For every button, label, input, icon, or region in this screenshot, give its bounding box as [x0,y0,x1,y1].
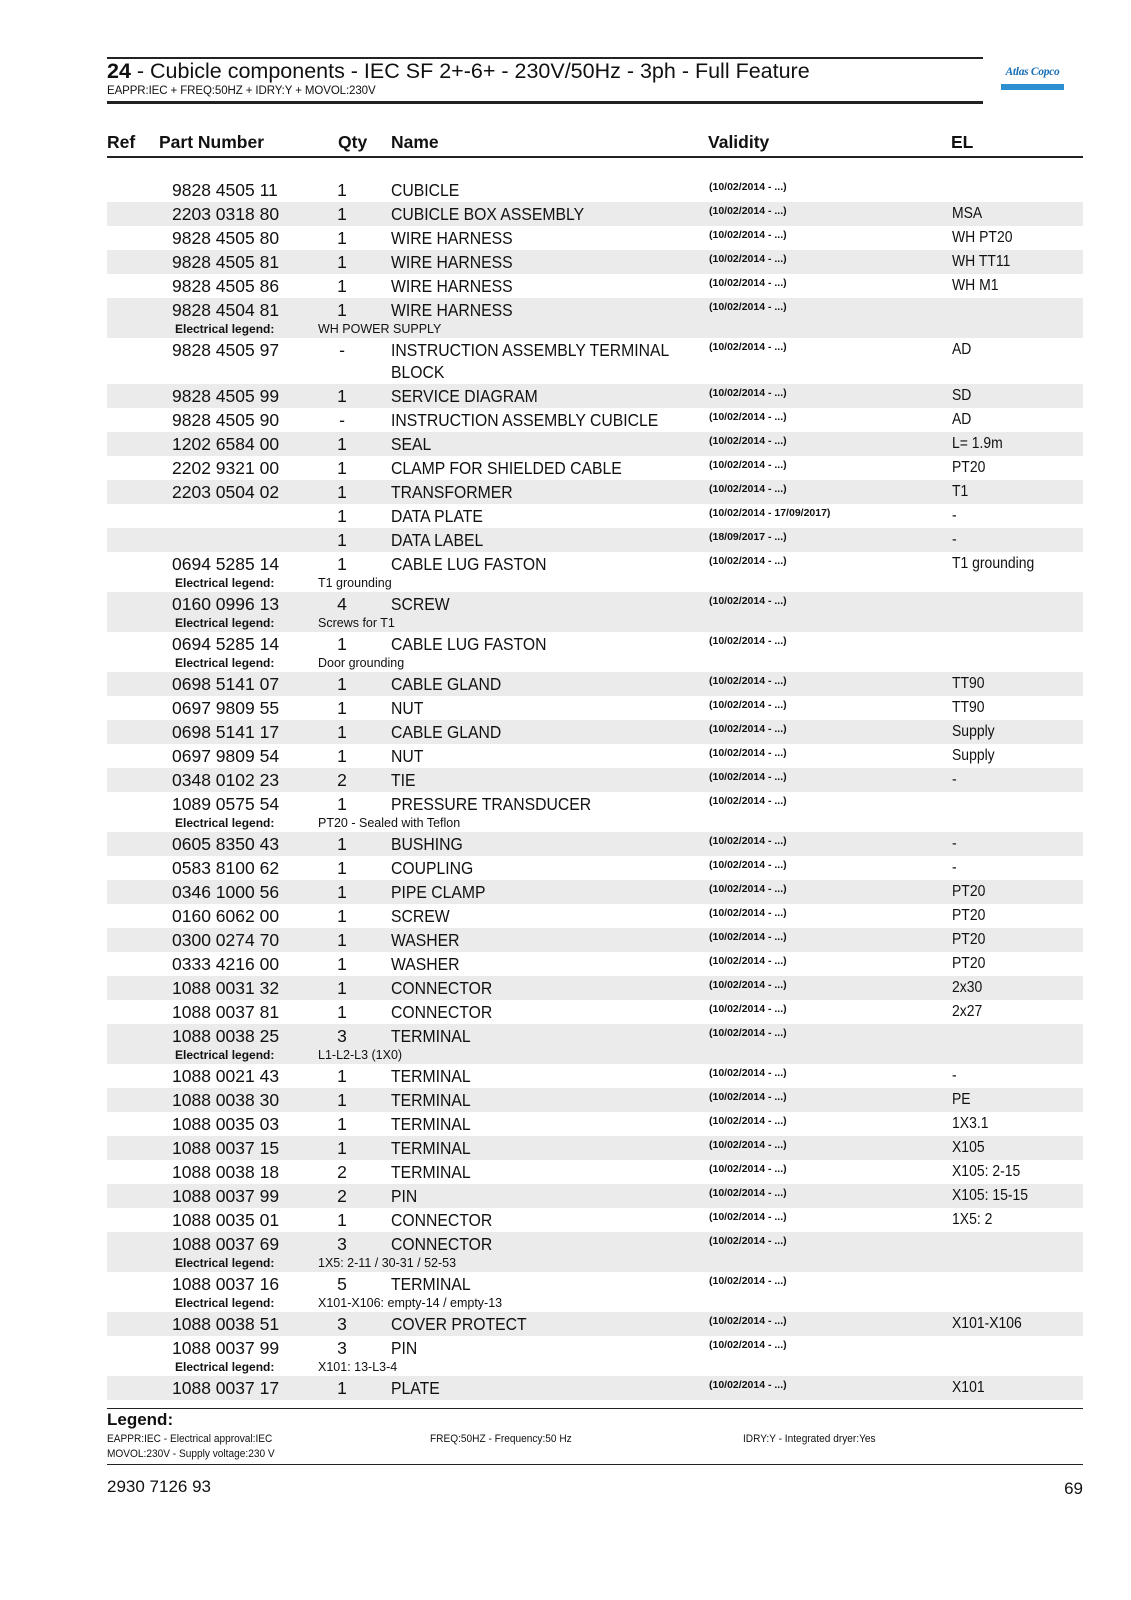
quantity: 5 [337,1274,347,1294]
table-row [107,720,1083,744]
quantity: 1 [337,1066,347,1086]
part-number: 1088 0031 32 [172,978,280,998]
quantity: 1 [337,1138,347,1158]
footer-rule [107,1464,1083,1465]
validity: (10/02/2014 - ...) [709,1379,787,1391]
column-header-ref: Ref [107,132,136,152]
table-row [107,202,1083,226]
part-name: COUPLING [391,858,474,878]
part-number: 0694 5285 14 [172,554,280,574]
validity: (10/02/2014 - ...) [709,435,787,447]
part-number: 1088 0038 30 [172,1090,280,1110]
validity: (10/02/2014 - 17/09/2017) [709,507,831,519]
column-header-qty: Qty [338,132,368,152]
validity: (10/02/2014 - ...) [709,459,787,471]
quantity: 1 [337,1114,347,1134]
electrical-legend-label: Electrical legend: [175,1296,275,1310]
table-row [107,384,1083,408]
table-row [107,274,1083,298]
electrical-label: WH TT11 [952,253,1011,270]
part-number: 0160 0996 13 [172,594,280,614]
table-row [107,298,1083,338]
part-name: TRANSFORMER [391,482,513,502]
column-header-el: EL [951,132,974,152]
table-row [107,1272,1083,1312]
column-header-rule [107,156,1083,158]
legend-item: EAPPR:IEC - Electrical approval:IEC [107,1433,273,1445]
legend-item: IDRY:Y - Integrated dryer:Yes [743,1433,876,1445]
part-number: 1088 0037 17 [172,1378,280,1398]
part-name: PIN [391,1186,418,1206]
validity: (18/09/2017 - ...) [709,531,787,543]
quantity: 1 [337,722,347,742]
quantity: 1 [337,530,347,550]
table-row [107,792,1083,832]
table-row [107,1000,1083,1024]
quantity: 1 [337,794,347,814]
electrical-legend-label: Electrical legend: [175,1360,275,1374]
electrical-label: TT90 [952,675,985,692]
quantity: 1 [337,674,347,694]
part-number: 1088 0035 01 [172,1210,280,1230]
table-row [107,1136,1083,1160]
table-row [107,1312,1083,1336]
table-row [107,408,1083,432]
page-subtitle: EAPPR:IEC + FREQ:50HZ + IDRY:Y + MOVOL:230V [107,85,376,97]
quantity: 1 [337,1090,347,1110]
part-name: DATA LABEL [391,530,484,550]
electrical-label: TT90 [952,699,985,716]
validity: (10/02/2014 - ...) [709,723,787,735]
table-row [107,1064,1083,1088]
part-number: 1088 0038 25 [172,1026,280,1046]
part-name: TERMINAL [391,1114,471,1134]
table-row [107,928,1083,952]
table-row [107,552,1083,592]
part-number: 0697 9809 55 [172,698,280,718]
electrical-label: X105: 2-15 [952,1163,1021,1180]
part-name: PIN [391,1338,418,1358]
part-number: 1088 0037 16 [172,1274,280,1294]
electrical-label: 2x27 [952,1003,983,1020]
validity: (10/02/2014 - ...) [709,1211,787,1223]
part-name: CABLE LUG FASTON [391,634,547,654]
validity: (10/02/2014 - ...) [709,675,787,687]
part-number: 1089 0575 54 [172,794,280,814]
quantity: 1 [337,634,347,654]
electrical-label: Supply [952,747,995,764]
quantity: 1 [337,228,347,248]
quantity: 1 [337,252,347,272]
part-number: 1088 0037 99 [172,1186,280,1206]
legend-title: Legend: [107,1410,174,1429]
validity: (10/02/2014 - ...) [709,1067,787,1079]
electrical-legend-text: WH POWER SUPPLY [318,322,442,336]
part-number: 2203 0504 02 [172,482,280,502]
part-name: CUBICLE BOX ASSEMBLY [391,204,585,224]
part-name: TERMINAL [391,1162,471,1182]
table-row [107,592,1083,632]
table-row [107,952,1083,976]
electrical-legend-text: PT20 - Sealed with Teflon [318,816,461,830]
quantity: 4 [337,594,347,614]
electrical-legend-label: Electrical legend: [175,816,275,830]
validity: (10/02/2014 - ...) [709,907,787,919]
part-number: 1088 0037 15 [172,1138,280,1158]
part-number: 1202 6584 00 [172,434,280,454]
table-row [107,904,1083,928]
validity: (10/02/2014 - ...) [709,277,787,289]
logo-text: Atlas Copco [1005,66,1060,78]
part-name: TERMINAL [391,1090,471,1110]
part-name: NUT [391,746,424,766]
validity: (10/02/2014 - ...) [709,301,787,313]
part-number: 0698 5141 17 [172,722,280,742]
part-number: 2203 0318 80 [172,204,280,224]
electrical-legend-label: Electrical legend: [175,322,275,336]
table-row [107,1376,1083,1400]
quantity: 1 [337,1378,347,1398]
electrical-label: AD [952,341,972,358]
part-number: 0583 8100 62 [172,858,280,878]
part-name: CONNECTOR [391,978,493,998]
electrical-label: PT20 [952,883,986,900]
electrical-label: PT20 [952,931,986,948]
quantity: - [339,340,345,360]
part-number: 0698 5141 07 [172,674,280,694]
page-number: 69 [1064,1479,1083,1498]
validity: (10/02/2014 - ...) [709,931,787,943]
table-row [107,178,1083,202]
electrical-label: PT20 [952,459,986,476]
validity: (10/02/2014 - ...) [709,253,787,265]
part-name: WIRE HARNESS [391,300,513,320]
electrical-label: WH M1 [952,277,999,294]
part-name: SEAL [391,434,432,454]
validity: (10/02/2014 - ...) [709,1027,787,1039]
legend-item: FREQ:50HZ - Frequency:50 Hz [430,1433,572,1445]
electrical-label: T1 [952,483,969,500]
electrical-label: - [952,507,957,524]
electrical-label: 2x30 [952,979,983,996]
part-name: SCREW [391,594,450,614]
electrical-label: - [952,1067,957,1084]
electrical-label: 1X5: 2 [952,1211,993,1228]
part-number: 9828 4505 81 [172,252,280,272]
validity: (10/02/2014 - ...) [709,555,787,567]
part-number: 0346 1000 56 [172,882,280,902]
table-row [107,432,1083,456]
part-name: DATA PLATE [391,506,483,526]
electrical-label: L= 1.9m [952,435,1003,452]
table-row [107,768,1083,792]
quantity: 1 [337,954,347,974]
quantity: 1 [337,834,347,854]
section-title: - Cubicle components - IEC SF 2+-6+ - 230V/50Hz - 3ph - Full Feature [130,59,810,83]
table-row [107,880,1083,904]
electrical-legend-label: Electrical legend: [175,1048,275,1062]
part-name: CONNECTOR [391,1210,493,1230]
quantity: 1 [337,1002,347,1022]
part-number: 1088 0037 69 [172,1234,280,1254]
validity: (10/02/2014 - ...) [709,635,787,647]
quantity: 1 [337,858,347,878]
quantity: 3 [337,1314,347,1334]
electrical-legend-text: Door grounding [318,656,405,670]
part-number: 9828 4505 80 [172,228,280,248]
validity: (10/02/2014 - ...) [709,835,787,847]
part-name: PLATE [391,1378,440,1398]
part-name: SERVICE DIAGRAM [391,386,538,406]
part-name: WIRE HARNESS [391,276,513,296]
logo-bar [1001,84,1064,90]
validity: (10/02/2014 - ...) [709,1315,787,1327]
page-title [107,59,810,83]
part-name-continued: BLOCK [391,362,445,382]
column-header-validity: Validity [708,132,770,152]
electrical-label: X105 [952,1139,985,1156]
part-name: INSTRUCTION ASSEMBLY TERMINAL [391,340,670,360]
part-number: 0160 6062 00 [172,906,280,926]
part-name: CLAMP FOR SHIELDED CABLE [391,458,622,478]
electrical-legend-text: X101: 13-L3-4 [318,1360,398,1374]
part-number: 2202 9321 00 [172,458,280,478]
electrical-label: AD [952,411,972,428]
part-number: 9828 4505 90 [172,410,280,430]
quantity: 3 [337,1234,347,1254]
validity: (10/02/2014 - ...) [709,483,787,495]
electrical-label: PT20 [952,955,986,972]
quantity: 3 [337,1338,347,1358]
electrical-legend-label: Electrical legend: [175,656,275,670]
table-row [107,480,1083,504]
part-name: CONNECTOR [391,1234,493,1254]
part-number: 9828 4505 11 [172,180,278,200]
section-number: 24 [107,59,131,83]
part-name: TERMINAL [391,1274,471,1294]
validity: (10/02/2014 - ...) [709,1187,787,1199]
part-name: CONNECTOR [391,1002,493,1022]
part-name: WASHER [391,954,460,974]
column-header-part-number: Part Number [159,132,265,152]
table-row [107,976,1083,1000]
quantity: 2 [337,1186,347,1206]
validity: (10/02/2014 - ...) [709,795,787,807]
table-row [107,632,1083,672]
validity: (10/02/2014 - ...) [709,1091,787,1103]
parts-table [107,178,1083,1400]
legend-rule [107,1408,1083,1409]
table-row [107,832,1083,856]
quantity: 1 [337,930,347,950]
electrical-label: X101-X106 [952,1315,1022,1332]
part-number: 0694 5285 14 [172,634,280,654]
table-row [107,1232,1083,1272]
part-name: CABLE GLAND [391,674,502,694]
electrical-label: 1X3.1 [952,1115,989,1132]
part-name: WIRE HARNESS [391,228,513,248]
table-row [107,456,1083,480]
electrical-legend-label: Electrical legend: [175,576,275,590]
electrical-legend-label: Electrical legend: [175,616,275,630]
validity: (10/02/2014 - ...) [709,341,787,353]
part-number: 1088 0037 99 [172,1338,280,1358]
electrical-label: T1 grounding [952,555,1035,572]
header-bottom-rule [107,101,983,104]
electrical-label: MSA [952,205,983,222]
column-header-name: Name [391,132,439,152]
part-name: CUBICLE [391,180,460,200]
quantity: - [339,410,345,430]
part-name: COVER PROTECT [391,1314,527,1334]
validity: (10/02/2014 - ...) [709,1003,787,1015]
validity: (10/02/2014 - ...) [709,1339,787,1351]
electrical-label: X105: 15-15 [952,1187,1029,1204]
table-row [107,338,1083,384]
validity: (10/02/2014 - ...) [709,1235,787,1247]
electrical-legend-text: Screws for T1 [318,616,395,630]
document-number: 2930 7126 93 [107,1477,211,1496]
part-number: 1088 0035 03 [172,1114,280,1134]
electrical-label: - [952,531,957,548]
electrical-label: PT20 [952,907,986,924]
part-name: INSTRUCTION ASSEMBLY CUBICLE [391,410,659,430]
electrical-label: - [952,835,957,852]
quantity: 2 [337,770,347,790]
validity: (10/02/2014 - ...) [709,595,787,607]
validity: (10/02/2014 - ...) [709,205,787,217]
part-number: 1088 0038 18 [172,1162,280,1182]
quantity: 1 [337,882,347,902]
part-name: NUT [391,698,424,718]
electrical-label: - [952,771,957,788]
table-row [107,672,1083,696]
quantity: 1 [337,276,347,296]
table-row [107,1112,1083,1136]
validity: (10/02/2014 - ...) [709,1163,787,1175]
quantity: 1 [337,554,347,574]
electrical-label: PE [952,1091,971,1108]
electrical-label: X101 [952,1379,985,1396]
legend-item: MOVOL:230V - Supply voltage:230 V [107,1448,275,1460]
electrical-label: SD [952,387,972,404]
quantity: 1 [337,698,347,718]
part-number: 1088 0038 51 [172,1314,280,1334]
validity: (10/02/2014 - ...) [709,699,787,711]
validity: (10/02/2014 - ...) [709,1115,787,1127]
electrical-label: WH PT20 [952,229,1013,246]
electrical-legend-text: 1X5: 2-11 / 30-31 / 52-53 [318,1256,457,1270]
validity: (10/02/2014 - ...) [709,387,787,399]
part-number: 0333 4216 00 [172,954,280,974]
part-number: 9828 4505 86 [172,276,280,296]
table-row [107,1024,1083,1064]
table-row [107,226,1083,250]
table-row [107,856,1083,880]
electrical-legend-text: X101-X106: empty-14 / empty-13 [318,1296,503,1310]
quantity: 1 [337,300,347,320]
table-row [107,1208,1083,1232]
part-number: 1088 0021 43 [172,1066,280,1086]
electrical-legend-text: T1 grounding [318,576,392,590]
part-number: 0605 8350 43 [172,834,280,854]
validity: (10/02/2014 - ...) [709,747,787,759]
part-name: WIRE HARNESS [391,252,513,272]
validity: (10/02/2014 - ...) [709,181,787,193]
part-number: 1088 0037 81 [172,1002,280,1022]
validity: (10/02/2014 - ...) [709,771,787,783]
validity: (10/02/2014 - ...) [709,411,787,423]
quantity: 1 [337,482,347,502]
table-row [107,1160,1083,1184]
part-number: 9828 4504 81 [172,300,280,320]
atlas-copco-logo [1001,64,1064,94]
quantity: 1 [337,906,347,926]
table-row [107,528,1083,552]
part-name: WASHER [391,930,460,950]
electrical-label: Supply [952,723,995,740]
table-row [107,744,1083,768]
validity: (10/02/2014 - ...) [709,979,787,991]
quantity: 1 [337,180,347,200]
part-name: SCREW [391,906,450,926]
validity: (10/02/2014 - ...) [709,1275,787,1287]
table-row [107,1336,1083,1376]
part-number: 9828 4505 97 [172,340,280,360]
part-number: 0697 9809 54 [172,746,280,766]
part-number: 9828 4505 99 [172,386,280,406]
quantity: 1 [337,434,347,454]
electrical-legend-text: L1-L2-L3 (1X0) [318,1048,403,1062]
table-row [107,1088,1083,1112]
quantity: 1 [337,746,347,766]
quantity: 1 [337,204,347,224]
part-name: TERMINAL [391,1138,471,1158]
quantity: 2 [337,1162,347,1182]
electrical-legend-label: Electrical legend: [175,1256,275,1270]
part-name: BUSHING [391,834,463,854]
validity: (10/02/2014 - ...) [709,883,787,895]
table-row [107,504,1083,528]
part-name: TERMINAL [391,1026,471,1046]
validity: (10/02/2014 - ...) [709,859,787,871]
part-name: PRESSURE TRANSDUCER [391,794,592,814]
part-name: PIPE CLAMP [391,882,486,902]
quantity: 1 [337,1210,347,1230]
part-name: CABLE GLAND [391,722,502,742]
quantity: 1 [337,458,347,478]
quantity: 1 [337,386,347,406]
quantity: 1 [337,978,347,998]
validity: (10/02/2014 - ...) [709,1139,787,1151]
electrical-label: - [952,859,957,876]
part-name: TIE [391,770,416,790]
part-name: CABLE LUG FASTON [391,554,547,574]
validity: (10/02/2014 - ...) [709,955,787,967]
part-number: 0348 0102 23 [172,770,280,790]
quantity: 1 [337,506,347,526]
table-row [107,1184,1083,1208]
quantity: 3 [337,1026,347,1046]
validity: (10/02/2014 - ...) [709,229,787,241]
part-name: TERMINAL [391,1066,471,1086]
table-row [107,696,1083,720]
part-number: 0300 0274 70 [172,930,280,950]
table-row [107,250,1083,274]
